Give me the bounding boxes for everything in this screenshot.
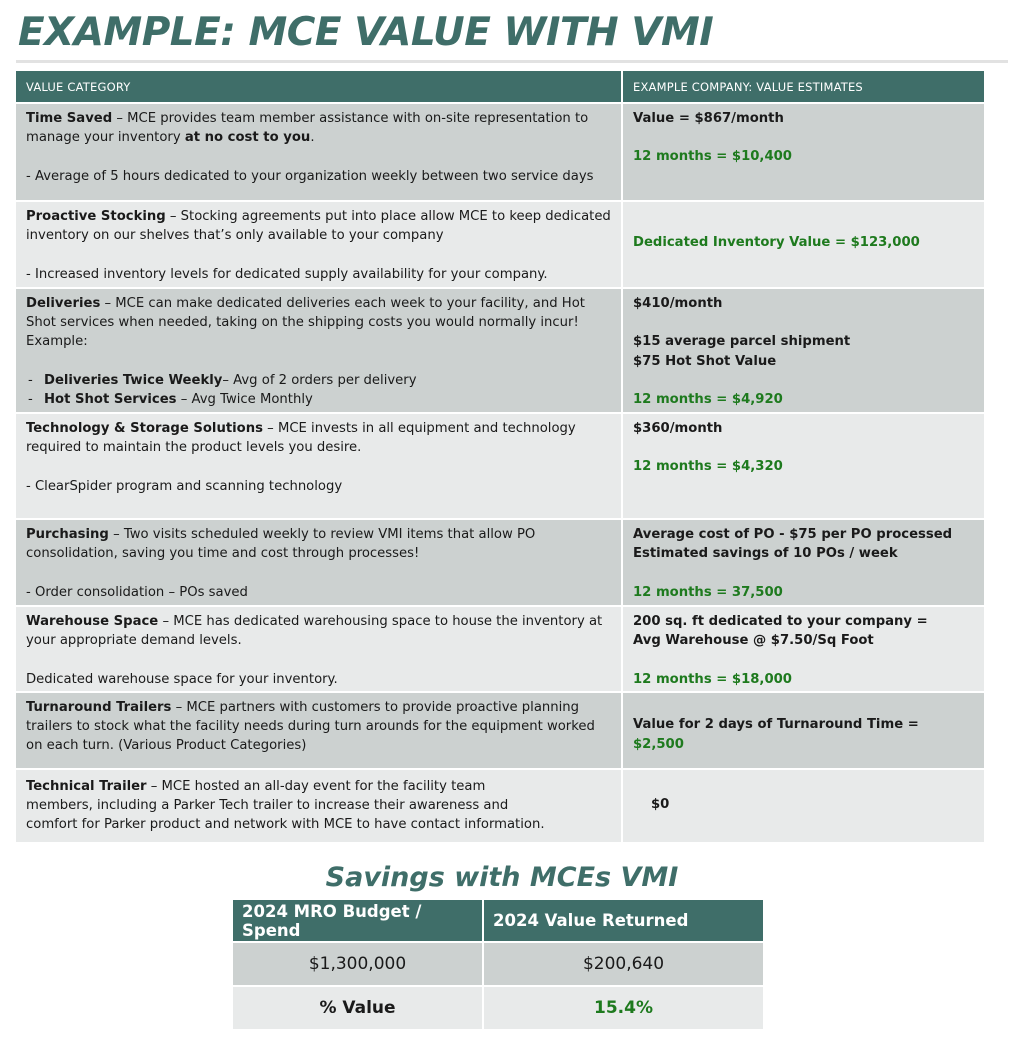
column-header-budget: 2024 MRO Budget / Spend (233, 900, 483, 942)
title-divider (16, 60, 1008, 63)
category-cell: Technical Trailer – MCE hosted an all-day event for the facility team members, including a Parker Tech trailer to increase their awareness and comfort for Parker product and network with MCE to have contact information. (16, 769, 622, 842)
percent-label: % Value (233, 986, 483, 1029)
estimate-value: 200 sq. ft dedicated to your company = (633, 614, 928, 629)
estimate-value: Average cost of PO - $75 per PO processed (633, 527, 953, 542)
category-name: Proactive Stocking (26, 209, 166, 224)
estimate-cell (622, 288, 984, 413)
category-cell: Warehouse Space – MCE has dedicated warehousing space to house the inventory at your appropriate demand levels. Dedicated warehouse space for your inventory. (16, 606, 622, 692)
category-name: Warehouse Space (26, 614, 159, 629)
estimate-annual: 12 months = $10,400 (633, 149, 792, 165)
category-name: Technology & Storage Solutions (26, 421, 263, 436)
column-header-returned: 2024 Value Returned (483, 900, 763, 942)
estimate-annual: 12 months = 37,500 (633, 584, 783, 600)
estimate-detail: $15 average parcel shipment (633, 334, 851, 350)
estimate-cell (622, 692, 984, 769)
estimate-cell (622, 103, 984, 201)
category-note: - Order consolidation – POs saved (26, 584, 248, 600)
table-row (16, 606, 984, 692)
estimate-detail: Estimated savings of 10 POs / week (633, 546, 898, 562)
list-item: - Hot Shot Services – Avg Twice Monthly (26, 390, 611, 409)
estimate-annual: 12 months = $4,920 (633, 391, 783, 407)
category-cell: Technology & Storage Solutions – MCE invests in all equipment and technology required to maintain the product levels you desire. - ClearSpider program and scanning technology (16, 413, 622, 519)
estimate-cell (622, 201, 984, 288)
estimate-value: $360/month (633, 421, 723, 436)
category-name: Technical Trailer (26, 779, 147, 794)
savings-table (233, 900, 763, 1029)
savings-title: Savings with MCEs VMI (325, 862, 679, 893)
estimate-annual: $2,500 (633, 736, 684, 752)
category-cell: Purchasing – Two visits scheduled weekly to review VMI items that allow PO consolidation, saving you time and cost through processes! - Order consolidation – POs saved (16, 519, 622, 606)
category-note: - Increased inventory levels for dedicated supply availability for your company. (26, 266, 548, 282)
category-cell: Proactive Stocking – Stocking agreements put into place allow MCE to keep dedicated inventory on our shelves that’s only available to your company - Increased inventory levels for dedicated supply availability for your company. (16, 201, 622, 288)
category-name: Time Saved (26, 111, 113, 126)
table-row (233, 942, 763, 986)
estimate-cell (622, 519, 984, 606)
table-row (16, 769, 984, 842)
table-row (16, 201, 984, 288)
value-table (16, 71, 984, 842)
estimate-cell (622, 606, 984, 692)
returned-value: $200,640 (483, 942, 763, 986)
category-name: Purchasing (26, 527, 109, 542)
estimate-value: $410/month (633, 296, 723, 311)
category-cell: Time Saved – MCE provides team member assistance with on-site representation to manage your inventory at no cost to you. - Average of 5 hours dedicated to your organization weekly between two service days (16, 103, 622, 201)
table-row (16, 692, 984, 769)
savings-table-header (233, 900, 763, 942)
estimate-value: Value = $867/month (633, 111, 784, 126)
estimate-annual: 12 months = $4,320 (633, 459, 783, 475)
estimate-annual: 12 months = $18,000 (633, 671, 792, 687)
column-header-category: VALUE CATEGORY (16, 71, 622, 103)
estimate-detail: Avg Warehouse @ $7.50/Sq Foot (633, 633, 874, 649)
estimate-detail: $75 Hot Shot Value (633, 353, 777, 369)
estimate-cell (622, 413, 984, 519)
list-item: - Deliveries Twice Weekly– Avg of 2 orders per delivery (26, 371, 611, 390)
budget-value: $1,300,000 (233, 942, 483, 986)
percent-value: 15.4% (483, 986, 763, 1029)
table-row (16, 519, 984, 606)
category-cell: Deliveries – MCE can make dedicated deliveries each week to your facility, and Hot Shot services when needed, taking on the shipping costs you would normally incur! Example: - Deliveries Twice Weekly– Avg of 2 orders per delivery - Hot Shot Services – Avg Twice Monthly (16, 288, 622, 413)
estimate-value: Value for 2 days of Turnaround Time = (633, 717, 919, 733)
table-row (16, 103, 984, 201)
table-row (16, 288, 984, 413)
category-name: Turnaround Trailers (26, 700, 172, 715)
page-title: EXAMPLE: MCE VALUE WITH VMI (18, 10, 714, 55)
estimate-value: Dedicated Inventory Value = $123,000 (633, 235, 920, 251)
category-cell: Turnaround Trailers – MCE partners with customers to provide proactive planning trailers to stock what the facility needs during turn arounds for the equipment worked on each turn. (Various Product Categories) (16, 692, 622, 769)
table-row (16, 413, 984, 519)
category-note: - ClearSpider program and scanning technology (26, 478, 343, 494)
category-note: - Average of 5 hours dedicated to your organization weekly between two service days (26, 168, 594, 184)
category-note: Dedicated warehouse space for your inventory. (26, 671, 338, 687)
estimate-value: $0 (651, 796, 670, 812)
category-name: Deliveries (26, 296, 101, 311)
value-table-header (16, 71, 984, 103)
estimate-cell (622, 769, 984, 842)
column-header-estimates: EXAMPLE COMPANY: VALUE ESTIMATES (622, 71, 984, 103)
table-row (233, 986, 763, 1029)
